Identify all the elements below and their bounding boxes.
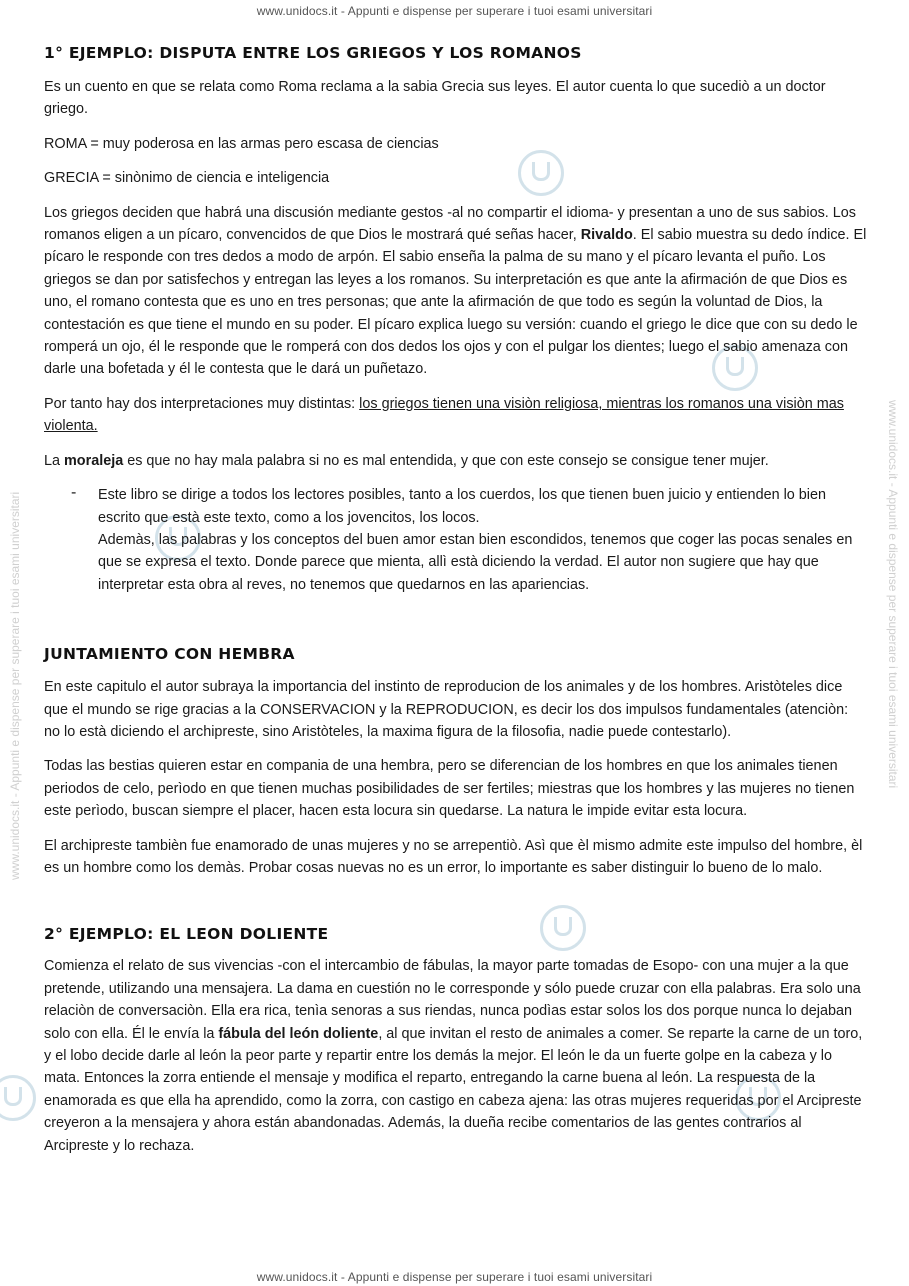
text-run: , al que invitan el resto de animales a comer. Se reparte la carne de un toro, y el lobo decide darle al león la peor parte y repartir entre los demás la mejor. El león le da un fuerte golpe en la cabeza y lo mata. Entonces la zorra entiende el mensaje y modifica el reparto, entregando la carne buena al león. La respuesta de la enamorada es que ella ha aprendido, como la zorra, con castigo en cabeza ajena: las otras mujeres requeridas por el Arcipreste creyeron a la mensajera y ahora están abandonadas. Además, la dueña recibe comentarios de las gentes contrarios al Arcipreste y lo rechaza.	[44, 1025, 863, 1154]
text-run: es que no hay mala palabra si no es mal entendida, y que con este consejo se consigue tener mujer.	[127, 452, 769, 469]
list-item-text: Ademàs, las palabras y los conceptos del buen amor estan bien escondidos, tenemos que coger las pocas senales en que se expresa el texto. Donde parece que mienta, allì està diciendo la verdad. El autor non sugiere que hay que interpretar esta obra al reves, no tenemos que quedarnos en las apariencias.	[98, 531, 853, 593]
text-run: Comienza el relato de sus vivencias -con el intercambio de fábulas, la mayor parte tomadas de Esopo- con una mujer a la que pretende, utilizando una mensajera. La dama en cuestión no le corresponde y sólo puede cruzar con ella palabras. Era solo una relaciòn de conversaciòn. Ella era rica, tenìa senoras a sus riendas, nunca podìas estar solos los dos porque nunca lo dejaban solo con ella. Él le envía la	[44, 958, 861, 1042]
bold-text: moraleja	[64, 452, 124, 469]
section-title-3-bold: 2° EJEMPLO: EL LEON DOLIENTE	[44, 925, 329, 944]
section-title-1-bold: 1° EJEMPLO	[44, 44, 148, 62]
text-run: Los griegos deciden que habrá una discusión mediante gestos -al no compartir el idioma- y presentan a uno de sus sabios. Los romanos eligen a un pícaro, convencidos de que Dios le mostrará qué señas hacer,	[44, 204, 856, 244]
header-watermark-text: www.unidocs.it - Appunti e dispense per superare i tuoi esami universitari	[256, 4, 653, 18]
dash-bullet: -	[71, 484, 77, 502]
dash-list-item	[44, 484, 868, 596]
paragraph: El archipreste tambièn fue enamorado de unas mujeres y no se arrepentiò. Asì que èl mismo admite este impulso del hombre, èl es un hombre como los demàs. Probar cosas nuevas no es un error, lo importante es saber distinguir lo bueno de lo malo.	[44, 837, 863, 876]
section-title-3	[44, 925, 868, 943]
document-page	[44, 40, 868, 1157]
paragraph: Todas las bestias quieren estar en compania de una hembra, pero se diferencian de los hombres en que los animales tienen periodos de celo, perìodo en que tienen muchas posibilidades de ser fertiles; miestras que los hombres y las mujeres no tienen este perìodo, buscan siempre el placer, hacen esta locura sin quedarse. La natura le impide evitar esta locura.	[44, 758, 855, 820]
text-run: Por tanto hay dos interpretaciones muy distintas:	[44, 395, 356, 412]
footer-watermark-text: www.unidocs.it - Appunti e dispense per superare i tuoi esami universitari	[256, 1270, 653, 1284]
section-title-1-rest: : DISPUTA ENTRE LOS GRIEGOS Y LOS ROMANOS	[147, 44, 582, 62]
section-title-2: JUNTAMIENTO CON HEMBRA	[44, 645, 295, 664]
text-run: . El sabio muestra su dedo índice. El pícaro le responde con tres dedos a modo de arpón. El sabio enseña la palma de su mano y el pícaro levanta el puño. Los griegos se dan por satisfechos y entregan las leyes a los romanos. Su interpretación es que ante la afirmación de que Dios es uno, el romano contesta que es uno en tres personas; que ante la afirmación de que todo es según la voluntad de Dios, la contestación es que tiene el mundo en su poder. El pícaro explica luego su versión: cuando el griego le dice que con su dedo le romperá un ojo, él le responde que le romperá con dos dedos los ojos y con el pulgar los dientes; luego el sabio amenaza con darle una bofetada y él le contesta que le dará un puñetazo.	[44, 227, 867, 378]
paragraph: GRECIA = sinònimo de ciencia e inteligencia	[44, 170, 330, 187]
unidocs-logo-icon	[0, 1075, 36, 1121]
paragraph: Es un cuento en que se relata como Roma reclama a la sabia Grecia sus leyes. El autor cuenta lo que sucediò a un doctor griego.	[44, 79, 826, 118]
bold-text: fábula del león doliente	[218, 1025, 379, 1042]
list-item-text: Este libro se dirige a todos los lectores posibles, tanto a los cuerdos, los que tienen buen juicio y entienden lo bien escrito que està este texto, como a los jovencitos, los locos.	[98, 487, 826, 526]
footer-watermark	[0, 1270, 909, 1284]
paragraph: ROMA = muy poderosa en las armas pero escasa de ciencias	[44, 135, 439, 152]
left-side-watermark: www.unidocs.it - Appunti e dispense per superare i tuoi esami universitari	[8, 491, 22, 880]
paragraph	[44, 450, 868, 472]
right-side-watermark: www.unidocs.it - Appunti e dispense per superare i tuoi esami universitari	[886, 400, 900, 789]
paragraph: En este capitulo el autor subraya la importancia del instinto de reproducion de los animales y de los hombres. Aristòteles dice que el mundo se rige gracias a la CONSERVACION y la REPRODUCION, es decir los dos impulsos fundamentales (atenciòn: no lo està diciendo el archipreste, sino Aristòteles, la maxima figura de la filosofia, nadie puede contestarlo).	[44, 679, 849, 740]
underlined-text: los griegos tienen una visiòn religiosa, mientras los romanos una visiòn mas violenta.	[44, 395, 844, 435]
paragraph	[44, 393, 868, 438]
header-watermark	[0, 4, 909, 18]
paragraph	[44, 202, 868, 381]
bold-text: Rivaldo	[580, 227, 633, 244]
paragraph	[44, 955, 868, 1157]
section-title-1	[44, 44, 868, 62]
text-run: La	[44, 452, 61, 469]
